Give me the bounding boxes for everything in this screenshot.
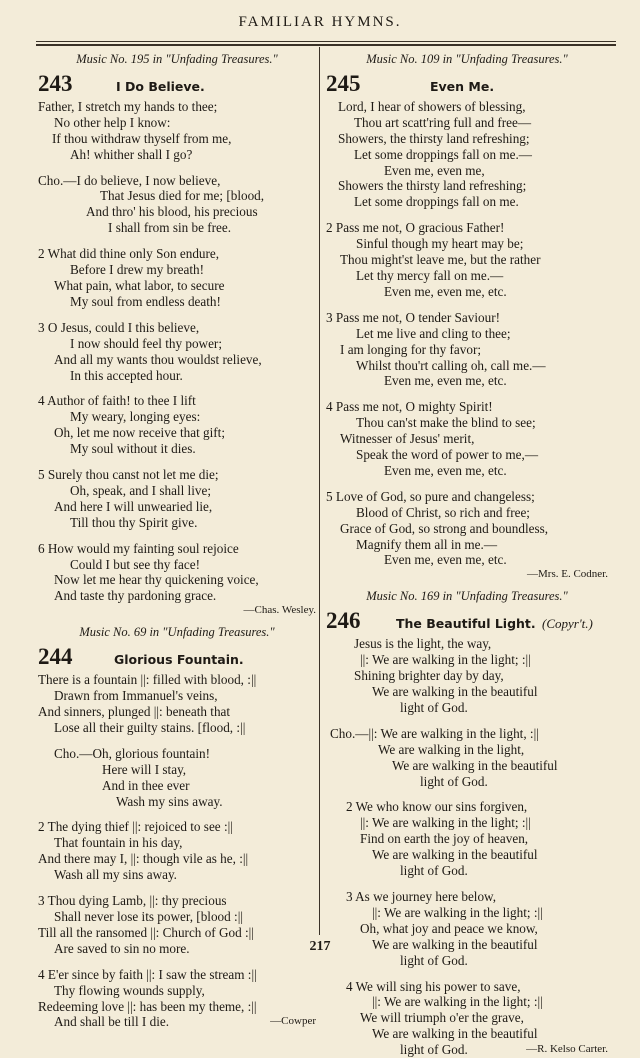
- verse-line: 3 O Jesus, could I this believe,: [38, 320, 316, 336]
- verse-line: 4 Author of faith! to thee I lift: [38, 393, 316, 409]
- hymn-heading: [38, 643, 316, 671]
- author-credit: —Chas. Wesley.: [38, 604, 316, 617]
- verse-line: Wash all my sins away.: [38, 867, 316, 883]
- verse-line: Thou can'st make the blind to see;: [326, 415, 608, 431]
- verse-line: Thy flowing wounds supply,: [38, 983, 316, 999]
- verse-line: We are walking in the beautiful: [326, 758, 608, 774]
- verse-line: We will triumph o'er the grave,: [326, 1010, 608, 1026]
- hymn-number: 244: [38, 643, 73, 671]
- verse-line: Lord, I hear of showers of blessing,: [326, 99, 608, 115]
- verse-line: ||: We are walking in the light; :||: [326, 994, 608, 1010]
- stanza: [326, 399, 608, 479]
- verse-line: 2 The dying thief ||: rejoiced to see :||: [38, 819, 316, 835]
- page-number: 217: [0, 939, 640, 955]
- verse-line: My soul from endless death!: [38, 294, 316, 310]
- verse-line: 5 Surely thou canst not let me die;: [38, 467, 316, 483]
- verse-line: What pain, what labor, to secure: [38, 278, 316, 294]
- stanza: [326, 220, 608, 300]
- verse-line: And taste thy pardoning grace.: [38, 588, 316, 604]
- verse-line: We are walking in the beautiful: [326, 684, 608, 700]
- verse-line: And thro' his blood, his precious: [38, 204, 316, 220]
- verse-text: light of God.: [400, 1042, 468, 1057]
- verse-line: light of God.: [326, 700, 608, 716]
- verse-line: light of God.: [326, 774, 608, 790]
- stanza: [38, 467, 316, 531]
- verse-line: Even me, even me, etc.: [326, 284, 608, 300]
- verse-line: We are walking in the beautiful: [326, 847, 608, 863]
- music-reference: Music No. 195 in "Unfading Treasures.": [38, 52, 316, 68]
- verse-line: Wash my sins away.: [38, 794, 316, 810]
- verse-line: We are walking in the beautiful: [326, 937, 608, 953]
- verse-line: Cho.—I do believe, I now believe,: [38, 173, 316, 189]
- verse-line: Cho.—Oh, glorious fountain!: [38, 746, 316, 762]
- copyright-note: (Copyr't.): [542, 616, 593, 632]
- header-rule-thick: [36, 44, 616, 46]
- verse-line: 2 We who know our sins forgiven,: [326, 799, 608, 815]
- stanza: [38, 672, 316, 736]
- header-rule: [36, 41, 616, 42]
- verse-line: Even me, even me,: [326, 163, 608, 179]
- verse-line: That Jesus died for me; [blood,: [38, 188, 316, 204]
- verse-line: There is a fountain ||: filled with blood, :||: [38, 672, 316, 688]
- stanza: [326, 310, 608, 390]
- hymn-title: I Do Believe.: [116, 79, 205, 95]
- verse-line: [38, 1014, 316, 1030]
- stanza: [326, 99, 608, 210]
- verse-line: Let some droppings fall on me.—: [326, 147, 608, 163]
- verse-line: Redeeming love ||: has been my theme, :||: [38, 999, 316, 1015]
- verse-line: Here will I stay,: [38, 762, 316, 778]
- verse-line: Let thy mercy fall on me.—: [326, 268, 608, 284]
- chorus: [38, 746, 316, 810]
- verse-line: Thou might'st leave me, but the rather: [326, 252, 608, 268]
- verse-line: Witnesser of Jesus' merit,: [326, 431, 608, 447]
- verse-line: Blood of Christ, so rich and free;: [326, 505, 608, 521]
- verse-line: I am longing for thy favor;: [326, 342, 608, 358]
- verse-line: 4 Pass me not, O mighty Spirit!: [326, 399, 608, 415]
- verse-line: 6 How would my fainting soul rejoice: [38, 541, 316, 557]
- stanza: [326, 889, 608, 969]
- verse-line: Oh, let me now receive that gift;: [38, 425, 316, 441]
- verse-line: Till all the ransomed ||: Church of God :||: [38, 925, 316, 941]
- verse-line: We are walking in the beautiful: [326, 1026, 608, 1042]
- verse-line: Let me live and cling to thee;: [326, 326, 608, 342]
- verse-line: Now let me hear thy quickening voice,: [38, 572, 316, 588]
- verse-line: 3 As we journey here below,: [326, 889, 608, 905]
- verse-line: Ah! whither shall I go?: [38, 147, 316, 163]
- verse-line: Speak the word of power to me,—: [326, 447, 608, 463]
- chorus: [38, 173, 316, 237]
- stanza: [326, 799, 608, 879]
- left-column: [38, 52, 316, 1030]
- right-column: [326, 52, 608, 1058]
- verse-line: Shining brighter day by day,: [326, 668, 608, 684]
- verse-line: ||: We are walking in the light; :||: [326, 905, 608, 921]
- hymn-number: 246: [326, 607, 361, 635]
- verse-line: Drawn from Immanuel's veins,: [38, 688, 316, 704]
- verse-line: Jesus is the light, the way,: [326, 636, 608, 652]
- verse-line: Lose all their guilty stains. [flood, :||: [38, 720, 316, 736]
- hymn-heading: [38, 70, 316, 98]
- verse-line: Thou art scatt'ring full and free—: [326, 115, 608, 131]
- verse-line: Even me, even me, etc.: [326, 463, 608, 479]
- chorus: [326, 726, 608, 790]
- hymn-title: Even Me.: [430, 79, 494, 95]
- verse-line: My soul without it dies.: [38, 441, 316, 457]
- verse-line: Oh, what joy and peace we know,: [326, 921, 608, 937]
- verse-line: ||: We are walking in the light; :||: [326, 815, 608, 831]
- verse-line: 5 Love of God, so pure and changeless;: [326, 489, 608, 505]
- hymn-number: 245: [326, 70, 361, 98]
- stanza: [326, 636, 608, 716]
- verse-line: I now should feel thy power;: [38, 336, 316, 352]
- verse-line: 2 Pass me not, O gracious Father!: [326, 220, 608, 236]
- verse-line: 2 What did thine only Son endure,: [38, 246, 316, 262]
- verse-line: Sinful though my heart may be;: [326, 236, 608, 252]
- verse-line: light of God.: [326, 863, 608, 879]
- verse-line: In this accepted hour.: [38, 368, 316, 384]
- stanza: [38, 967, 316, 1031]
- verse-line: Grace of God, so strong and boundless,: [326, 521, 608, 537]
- verse-line: Are saved to sin no more.: [38, 941, 316, 957]
- verse-line: ||: We are walking in the light; :||: [326, 652, 608, 668]
- stanza: [38, 99, 316, 163]
- verse-line: Could I but see thy face!: [38, 557, 316, 573]
- hymn-heading: [326, 70, 608, 98]
- verse-line: Cho.—||: We are walking in the light, :||: [326, 726, 608, 742]
- hymn-number: 243: [38, 70, 73, 98]
- verse-line: Till thou thy Spirit give.: [38, 515, 316, 531]
- verse-line: Showers the thirsty land refreshing;: [326, 178, 608, 194]
- verse-line: 4 We will sing his power to save,: [326, 979, 608, 995]
- verse-line: And all my wants thou wouldst relieve,: [38, 352, 316, 368]
- stanza: [38, 541, 316, 618]
- verse-line: Even me, even me, etc.: [326, 373, 608, 389]
- stanza: [38, 393, 316, 457]
- author-credit: —Mrs. E. Codner.: [326, 568, 608, 581]
- column-divider: [319, 47, 320, 935]
- verse-line: Father, I stretch my hands to thee;: [38, 99, 316, 115]
- verse-line: 3 Thou dying Lamb, ||: thy precious: [38, 893, 316, 909]
- verse-line: Find on earth the joy of heaven,: [326, 831, 608, 847]
- verse-line: Before I drew my breath!: [38, 262, 316, 278]
- music-reference: Music No. 69 in "Unfading Treasures.": [38, 625, 316, 641]
- verse-line: I shall from sin be free.: [38, 220, 316, 236]
- hymn-title: The Beautiful Light.: [396, 616, 536, 632]
- verse-line: Showers, the thirsty land refreshing;: [326, 131, 608, 147]
- stanza: [38, 246, 316, 310]
- verse-line: If thou withdraw thyself from me,: [38, 131, 316, 147]
- verse-line: Whilst thou'rt calling oh, call me.—: [326, 358, 608, 374]
- verse-line: light of God.: [326, 953, 608, 969]
- verse-line: And there may I, ||: though vile as he, :||: [38, 851, 316, 867]
- verse-line: Even me, even me, etc.: [326, 552, 608, 568]
- music-reference: Music No. 109 in "Unfading Treasures.": [326, 52, 608, 68]
- verse-line: Oh, speak, and I shall live;: [38, 483, 316, 499]
- verse-line: That fountain in his day,: [38, 835, 316, 851]
- stanza: [326, 489, 608, 582]
- page-header: FAMILIAR HYMNS.: [0, 14, 640, 31]
- hymn-heading: [326, 607, 608, 635]
- verse-line: [326, 1042, 608, 1058]
- verse-line: Magnify them all in me.—: [326, 537, 608, 553]
- author-credit: —R. Kelso Carter.: [526, 1042, 608, 1058]
- stanza: [326, 979, 608, 1058]
- author-credit: —Cowper: [270, 1014, 316, 1030]
- hymn-title: Glorious Fountain.: [114, 652, 244, 668]
- stanza: [38, 320, 316, 384]
- verse-text: And shall be till I die.: [54, 1014, 169, 1029]
- verse-line: And in thee ever: [38, 778, 316, 794]
- verse-line: And here I will unwearied lie,: [38, 499, 316, 515]
- verse-line: And sinners, plunged ||: beneath that: [38, 704, 316, 720]
- verse-line: My weary, longing eyes:: [38, 409, 316, 425]
- music-reference: Music No. 169 in "Unfading Treasures.": [326, 589, 608, 605]
- stanza: [38, 819, 316, 883]
- verse-line: 4 E'er since by faith ||: I saw the stream :||: [38, 967, 316, 983]
- verse-line: 3 Pass me not, O tender Saviour!: [326, 310, 608, 326]
- verse-line: We are walking in the light,: [326, 742, 608, 758]
- verse-line: Shall never lose its power, [blood :||: [38, 909, 316, 925]
- verse-line: Let some droppings fall on me.: [326, 194, 608, 210]
- verse-line: No other help I know:: [38, 115, 316, 131]
